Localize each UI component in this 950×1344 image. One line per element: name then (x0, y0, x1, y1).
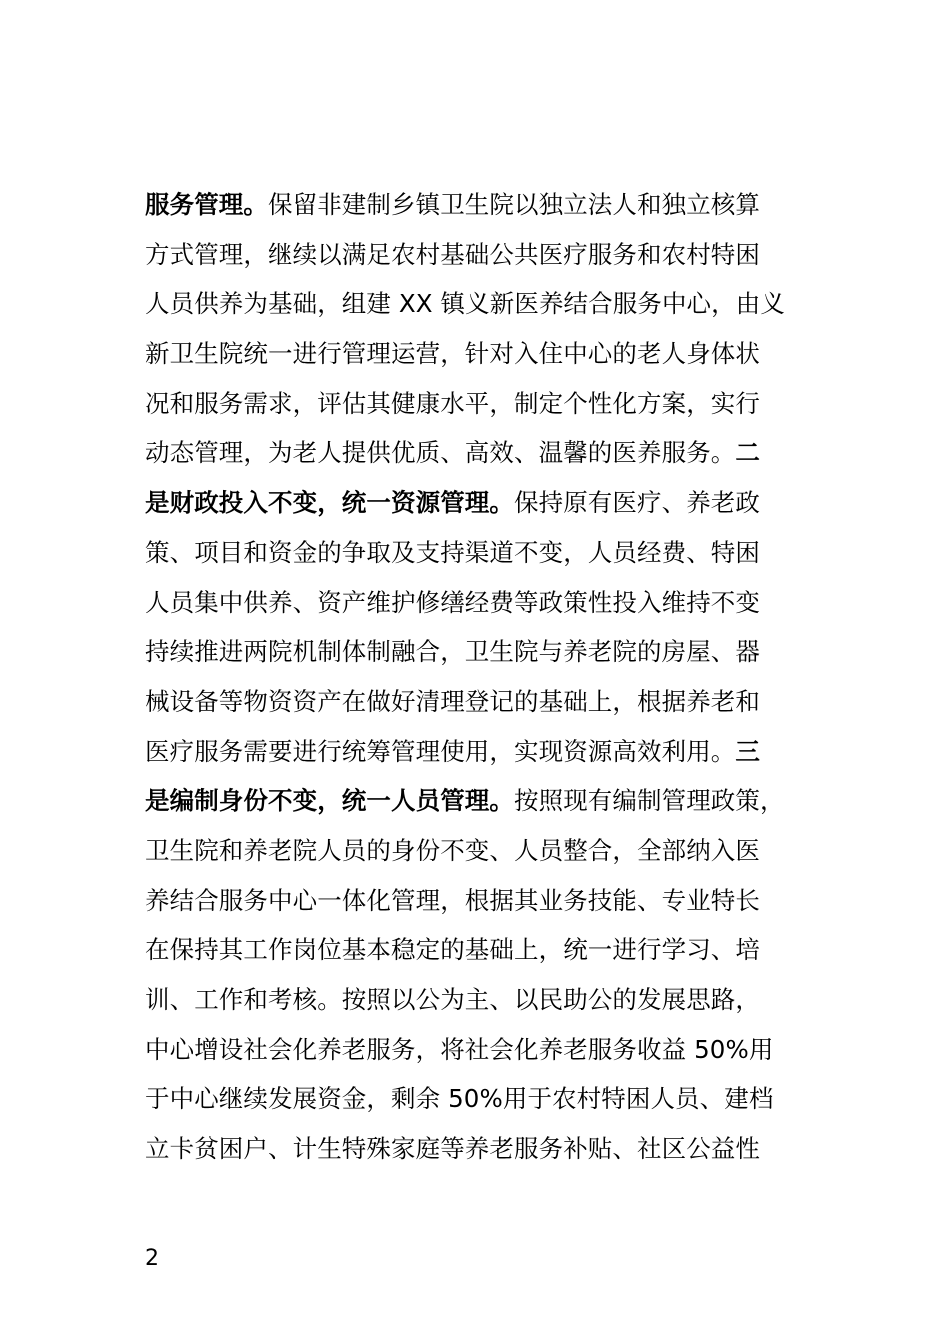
line-text: 动态管理，为老人提供优质、高效、温馨的医养服务。 (145, 438, 736, 468)
text-line (145, 925, 835, 975)
line-text: 人员集中供养、资产维护修缮经费等政策性投入维持不变 (145, 587, 760, 617)
text-line (145, 1074, 835, 1124)
line-text: 况和服务需求，评估其健康水平，制定个性化方案，实行 (145, 388, 760, 418)
text-line (145, 379, 835, 429)
line-text: 在保持其工作岗位基本稳定的基础上，统一进行学习、培 (145, 935, 760, 965)
bold-heading: 服务管理。 (145, 190, 268, 219)
line-text: 策、项目和资金的争取及支持渠道不变，人员经费、特困 (145, 537, 760, 567)
text-line (145, 180, 835, 230)
body-paragraph (145, 180, 835, 1174)
line-text: 方式管理，继续以满足农村基础公共医疗服务和农村特困 (145, 239, 760, 269)
page-number: 2 (145, 1246, 159, 1271)
line-text: 保持原有医疗、养老政 (514, 488, 760, 518)
line-text: 医疗服务需要进行统筹管理使用，实现资源高效利用。 (145, 736, 736, 766)
text-line (145, 428, 835, 478)
bold-heading-start: 二 (735, 438, 761, 468)
line-text: 持续推进两院机制体制融合，卫生院与养老院的房屋、器 (145, 637, 760, 667)
bold-heading: 是财政投入不变，统一资源管理。 (145, 488, 514, 518)
text-line (145, 578, 835, 628)
line-text: 按照现有编制管理政策， (514, 786, 785, 816)
line-text: 立卡贫困户、计生特殊家庭等养老服务补贴、社区公益性 (145, 1134, 760, 1164)
line-text: 中心增设社会化养老服务，将社会化养老服务收益 50%用 (145, 1034, 774, 1064)
text-line (145, 727, 835, 777)
line-text: 卫生院和养老院人员的身份不变、人员整合，全部纳入医 (145, 835, 760, 865)
line-text: 新卫生院统一进行管理运营，针对入住中心的老人身体状 (145, 339, 760, 369)
text-line (145, 627, 835, 677)
text-line (145, 677, 835, 727)
text-line (145, 230, 835, 280)
text-line (145, 478, 835, 528)
text-line (145, 1124, 835, 1174)
line-text: 训、工作和考核。按照以公为主、以民助公的发展思路， (145, 985, 760, 1014)
text-line (145, 975, 835, 1025)
text-line (145, 1025, 835, 1075)
text-line (145, 826, 835, 876)
line-text: 保留非建制乡镇卫生院以独立法人和独立核算 (268, 190, 760, 219)
text-line (145, 279, 835, 329)
line-text: 于中心继续发展资金，剩余 50%用于农村特困人员、建档 (145, 1084, 774, 1114)
line-text: 人员供养为基础，组建 XX 镇义新医养结合服务中心，由义 (145, 289, 785, 319)
line-text: 养结合服务中心一体化管理，根据其业务技能、专业特长 (145, 885, 760, 915)
text-line (145, 776, 835, 826)
text-line (145, 329, 835, 379)
line-text: 械设备等物资资产在做好清理登记的基础上，根据养老和 (145, 686, 760, 716)
bold-heading: 是编制身份不变，统一人员管理。 (145, 786, 514, 816)
text-line (145, 528, 835, 578)
text-line (145, 876, 835, 926)
bold-heading-start: 三 (735, 736, 761, 766)
